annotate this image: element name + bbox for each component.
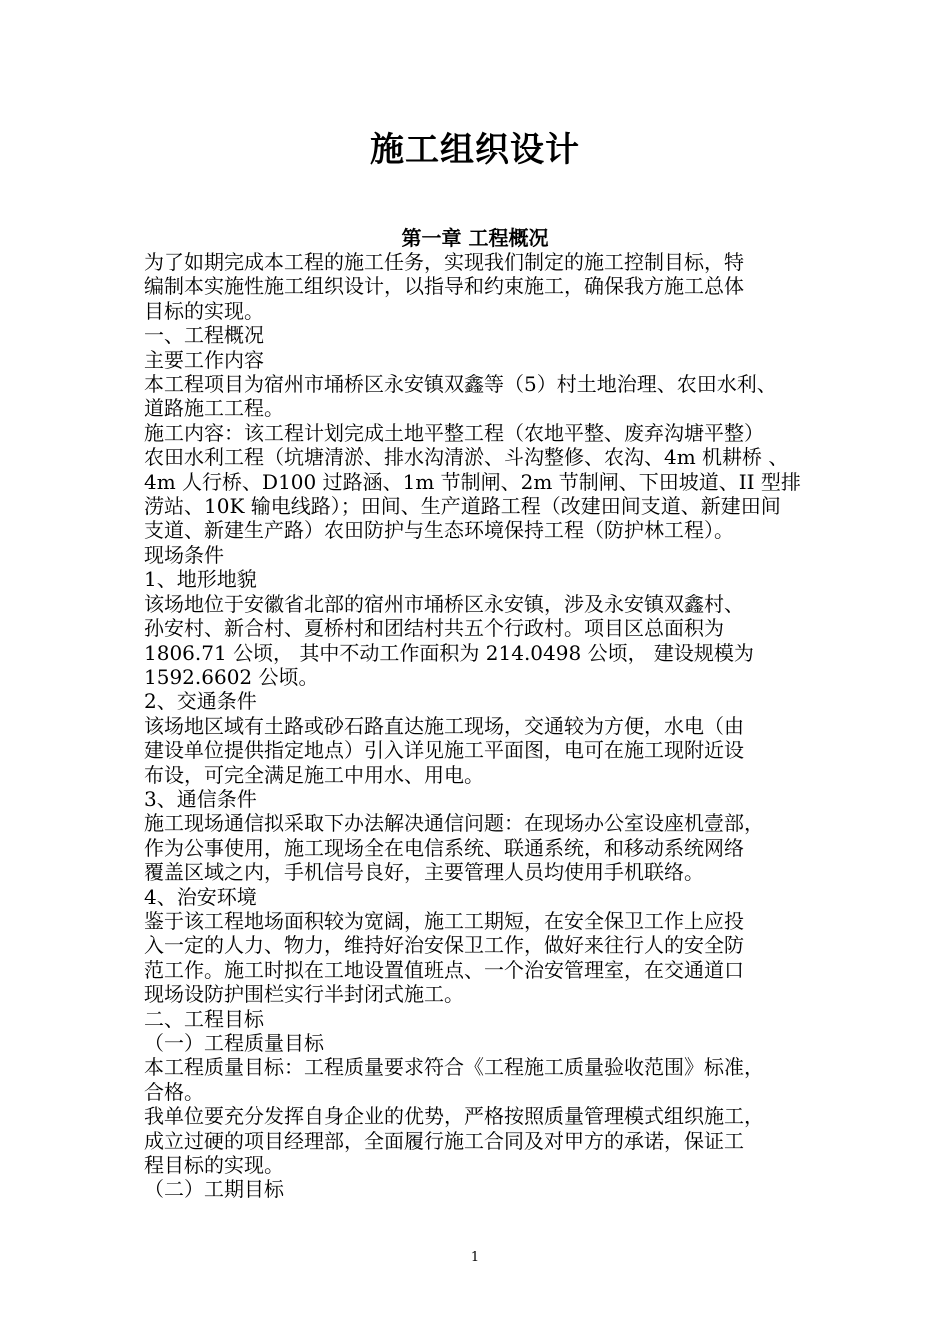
text-line: 施工现场通信拟采取下办法解决通信问题：在现场办公室设座机壹部， [144, 811, 764, 836]
chapter-heading: 第一章 工程概况 [401, 226, 549, 250]
document-title: 施工组织设计 [370, 130, 580, 170]
text-line: 1、地形地貌 [144, 567, 257, 592]
text-line: 建设单位提供指定地点）引入详见施工平面图，电可在施工现附近设 [144, 738, 744, 763]
text-line: 作为公事使用，施工现场全在电信系统、联通系统，和移动系统网络 [144, 835, 744, 860]
text-line: 2、交通条件 [144, 689, 257, 714]
text-line: 合格。 [144, 1079, 204, 1104]
text-line: 现场条件 [144, 542, 224, 567]
text-line: 道路施工工程。 [144, 396, 284, 421]
text-line: 本工程质量目标：工程质量要求符合《工程施工质量验收范围》标准， [144, 1055, 764, 1080]
text-line: 该场地区域有土路或砂石路直达施工现场，交通较为方便，水电（由 [144, 713, 744, 738]
text-line: （一）工程质量目标 [144, 1031, 324, 1055]
text-line: 孙安村、新合村、夏桥村和团结村共五个行政村。项目区总面积为 [144, 616, 724, 641]
text-line: 一、工程概况 [144, 323, 264, 348]
text-line: 1806.71 公顷， 其中不动工作面积为 214.0498 公顷， 建设规模为 [144, 640, 754, 665]
text-line: 4m 人行桥、D100 过路涵、1m 节制闸、2m 节制闸、下田坡道、II 型排 [144, 469, 801, 494]
text-line: 为了如期完成本工程的施工任务，实现我们制定的施工控制目标，特 [144, 250, 744, 274]
text-line: 涝站、10K 输电线路）；田间、生产道路工程（改建田间支道、新建田间 [144, 494, 781, 519]
text-line: 范工作。施工时拟在工地设置值班点、一个治安管理室，在交通道口 [144, 957, 744, 982]
text-line: 农田水利工程（坑塘清淤、排水沟清淤、斗沟整修、农沟、4m 机耕桥 、 [144, 445, 789, 470]
text-line: 覆盖区域之内，手机信号良好，主要管理人员均使用手机联络。 [144, 860, 704, 885]
text-line: 鉴于该工程地场面积较为宽阔，施工工期短，在安全保卫工作上应投 [144, 908, 744, 933]
text-line: 成立过硬的项目经理部，全面履行施工合同及对甲方的承诺，保证工 [144, 1128, 744, 1153]
text-line: 支道、新建生产路）农田防护与生态环境保持工程（防护林工程）。 [144, 518, 734, 543]
text-line: 1592.6602 公顷。 [144, 664, 319, 689]
text-line: 我单位要充分发挥自身企业的优势，严格按照质量管理模式组织施工， [144, 1104, 764, 1129]
text-line: 施工内容：该工程计划完成土地平整工程（农地平整、废弃沟塘平整） [144, 420, 764, 445]
text-line: 目标的实现。 [144, 298, 264, 323]
text-line: 程目标的实现。 [144, 1153, 284, 1178]
text-line: 该场地位于安徽省北部的宿州市埇桥区永安镇，涉及永安镇双鑫村、 [144, 591, 744, 616]
page-number: 1 [470, 1250, 480, 1265]
text-line: 4、治安环境 [144, 884, 257, 909]
text-line: （二）工期目标 [144, 1177, 284, 1202]
text-line: 现场设防护围栏实行半封闭式施工。 [144, 982, 464, 1007]
text-line: 二、工程目标 [144, 1006, 264, 1031]
text-line: 本工程项目为宿州市埇桥区永安镇双鑫等（5）村土地治理、农田水利、 [144, 372, 777, 397]
text-line: 布设，可完全满足施工中用水、用电。 [144, 762, 484, 787]
text-line: 主要工作内容 [144, 347, 264, 372]
text-line: 入一定的人力、物力，维持好治安保卫工作，做好来往行人的安全防 [144, 933, 744, 958]
text-line: 编制本实施性施工组织设计，以指导和约束施工，确保我方施工总体 [144, 274, 744, 299]
text-line: 3、通信条件 [144, 786, 257, 811]
body-text [144, 250, 816, 1202]
